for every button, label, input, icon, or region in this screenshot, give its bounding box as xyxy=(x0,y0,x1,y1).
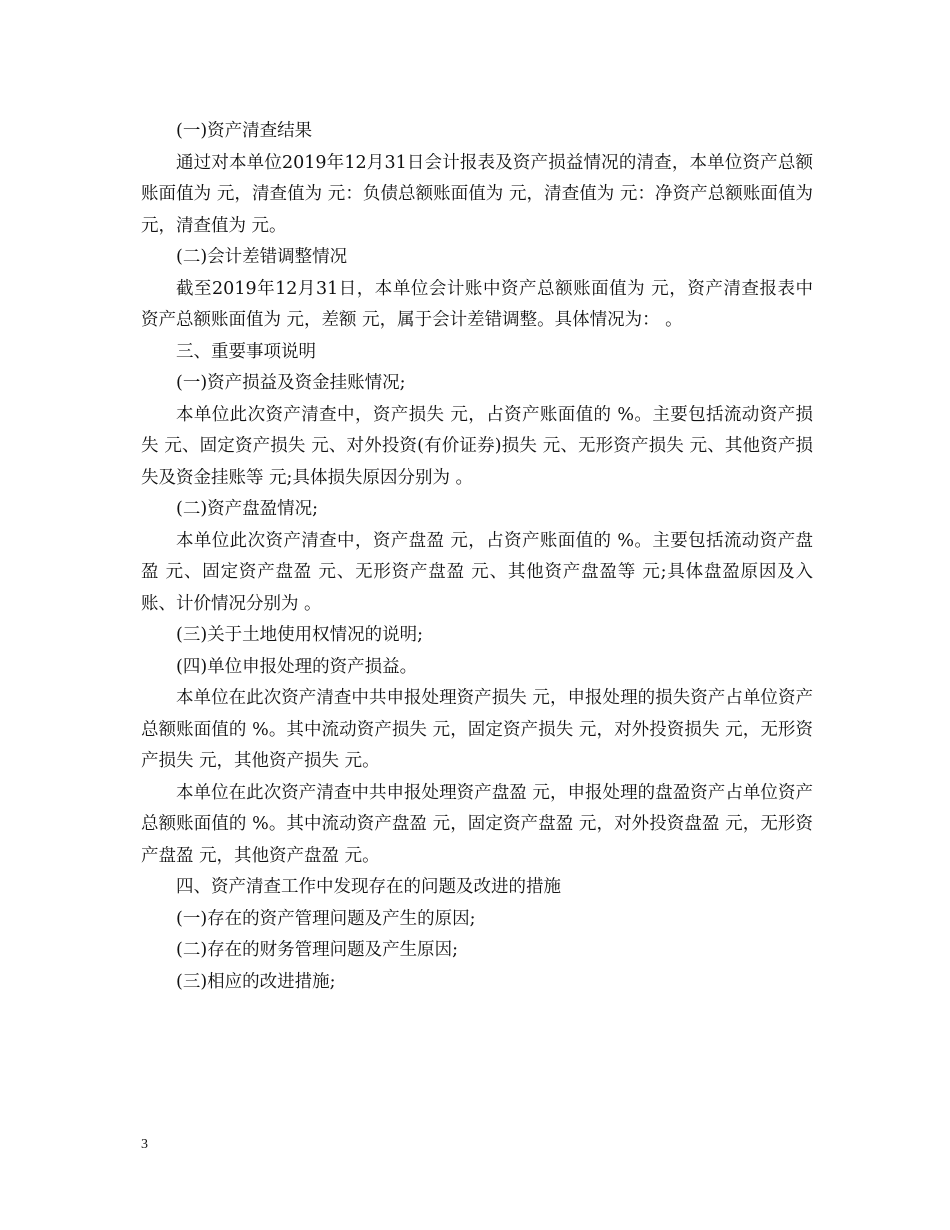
paragraph-declared-losses: 本单位在此次资产清查中共申报处理资产损失 元，申报处理的损失资产占单位资产总额账面值的 %。其中流动资产损失 元，固定资产损失 元，对外投资损失 元，无形资产损失 元，其他资产损失 元。 xyxy=(141,688,813,771)
paragraph-inventory-result: 通过对本单位2019年12月31日会计报表及资产损益情况的清查，本单位资产总额账面值为 元，清查值为 元：负债总额账面值为 元，清查值为 元：净资产总额账面值为 元，清查值为 元。 xyxy=(141,152,813,236)
heading-asset-inventory-result: (一)资产清查结果 xyxy=(176,121,313,141)
heading-asset-loss: (一)资产损益及资金挂账情况; xyxy=(176,373,406,393)
item-asset-management-problems: (一)存在的资产管理问题及产生的原因; xyxy=(176,908,476,929)
paragraph-accounting-error: 截至2019年12月31日，本单位会计账中资产总额账面值为 元，资产清查报表中资产总额账面值为 元，差额 元，属于会计差错调整。具体情况为： 。 xyxy=(141,278,813,330)
document-body xyxy=(141,116,813,998)
heading-problems-and-measures: 四、资产清查工作中发现存在的问题及改进的措施 xyxy=(176,877,561,897)
heading-declared-asset-gains-losses: (四)单位申报处理的资产损益。 xyxy=(176,656,418,677)
heading-important-matters: 三、重要事项说明 xyxy=(176,341,316,362)
heading-accounting-error-adjustment: (二)会计差错调整情况 xyxy=(176,247,348,267)
paragraph-asset-loss: 本单位此次资产清查中，资产损失 元，占资产账面值的 %。主要包括流动资产损失 元、固定资产损失 元、对外投资(有价证券)损失 元、无形资产损失 元、其他资产损失及资金挂账等 元;具体损失原因分别为 。 xyxy=(141,404,813,488)
paragraph-declared-surplus: 本单位在此次资产清查中共申报处理资产盘盈 元，申报处理的盘盈资产占单位资产总额账面值的 %。其中流动资产盘盈 元，固定资产盘盈 元，对外投资盘盈 元，无形资产盘盈 元，其他资产盘盈 元。 xyxy=(141,782,813,866)
heading-asset-surplus: (二)资产盘盈情况; xyxy=(176,499,319,519)
item-financial-management-problems: (二)存在的财务管理问题及产生原因; xyxy=(176,940,459,960)
heading-land-use-rights: (三)关于土地使用权情况的说明; xyxy=(176,625,424,645)
page-number: 3 xyxy=(141,1137,148,1152)
item-improvement-measures: (三)相应的改进措施; xyxy=(176,971,336,992)
paragraph-asset-surplus: 本单位此次资产清查中，资产盘盈 元，占资产账面值的 %。主要包括流动资产盘盈 元、固定资产盘盈 元、无形资产盘盈 元、其他资产盘盈等 元;具体盘盈原因及入账、计价情况分别为 。 xyxy=(141,530,813,614)
